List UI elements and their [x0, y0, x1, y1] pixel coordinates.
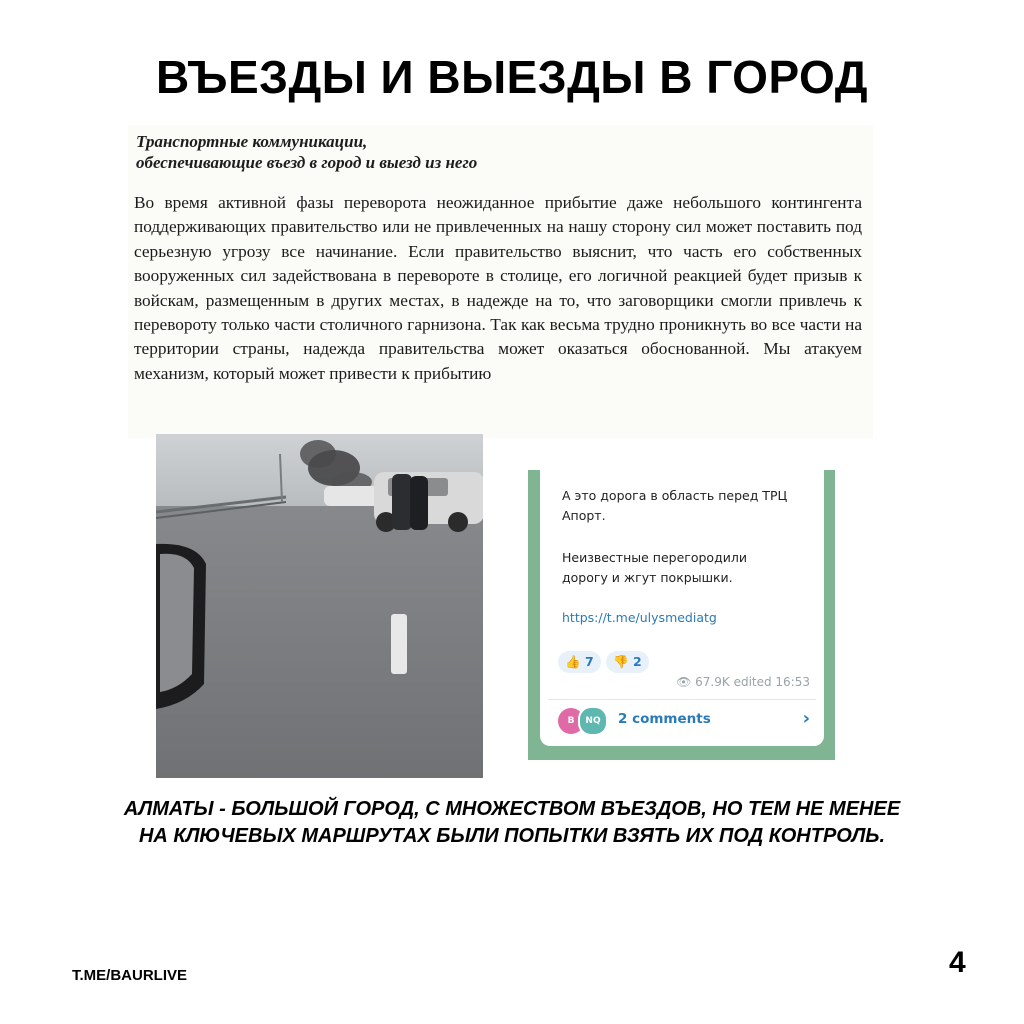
road-photo-image [156, 434, 483, 778]
reaction-like-count: 7 [584, 654, 594, 669]
view-count: 67.9K [695, 675, 730, 689]
comments-link[interactable]: 2 comments [618, 711, 711, 727]
reaction-dislike-button[interactable] [606, 651, 649, 673]
divider [548, 699, 816, 700]
caption [40, 796, 984, 850]
telegram-message-bubble [540, 470, 824, 746]
scan-heading-line2: обеспечивающие въезд в город и выезд из него [136, 153, 478, 172]
edited-time: edited 16:53 [733, 675, 810, 689]
avatar: B [558, 708, 584, 734]
message-meta [676, 675, 810, 689]
source-link[interactable]: T.ME/BAURLIVE [72, 967, 188, 984]
thumbs-down-icon: 👎 [613, 654, 629, 669]
scan-paragraph: Во время активной фазы переворота неожиданное прибытие даже небольшого контингента поддерживающих правительство или не привлеченных на нашу сторону сил может поставить под серьезную угрозу все начинание. Если правительство выяснит, что часть его собственных вооруженных сил задействована в перевороте в столице, его логичной реакцией будет призыв к войскам, размещенным в других местах, в надежде на то, что заговорщики смогли привлечь к перевороту только части столичного гарнизона. Так как весьма трудно проникнуть во все части на территории страны, надежда правительства может оказаться обоснованной. Мы атакуем механизм, который может привести к прибытию [134, 193, 862, 383]
scan-heading-line1: Транспортные коммуникации, [136, 132, 368, 151]
book-scan [128, 125, 873, 438]
message-line: дорогу и жгут покрышки. [562, 570, 733, 585]
eye-icon: 👁 [676, 675, 692, 689]
message-line: А это дорога в область перед ТРЦ [562, 488, 788, 503]
caption-line2: НА КЛЮЧЕВЫХ МАРШРУТАХ БЫЛИ ПОПЫТКИ ВЗЯТЬ ИХ ПОД КОНТРОЛЬ. [138, 825, 886, 847]
message-link[interactable]: https://t.me/ulysmediatg [562, 610, 717, 625]
page-number: 4 [949, 946, 966, 979]
scan-heading [136, 131, 477, 173]
reaction-dislike-count: 2 [632, 654, 642, 669]
caption-line1: АЛМАТЫ - БОЛЬШОЙ ГОРОД, С МНОЖЕСТВОМ ВЪЕЗДОВ, НО ТЕМ НЕ МЕНЕЕ [123, 798, 901, 820]
road-photo [156, 434, 483, 778]
page-title: ВЪЕЗДЫ И ВЫЕЗДЫ В ГОРОД [156, 51, 868, 103]
chevron-right-icon[interactable]: › [802, 708, 810, 729]
avatar: NQ [578, 706, 608, 736]
reaction-like-button[interactable] [558, 651, 601, 673]
message-line: Неизвестные перегородили [562, 550, 747, 565]
telegram-post-screenshot [528, 470, 835, 760]
scan-body [134, 191, 862, 386]
thumbs-up-icon: 👍 [565, 654, 581, 669]
message-line: Апорт. [562, 508, 606, 523]
